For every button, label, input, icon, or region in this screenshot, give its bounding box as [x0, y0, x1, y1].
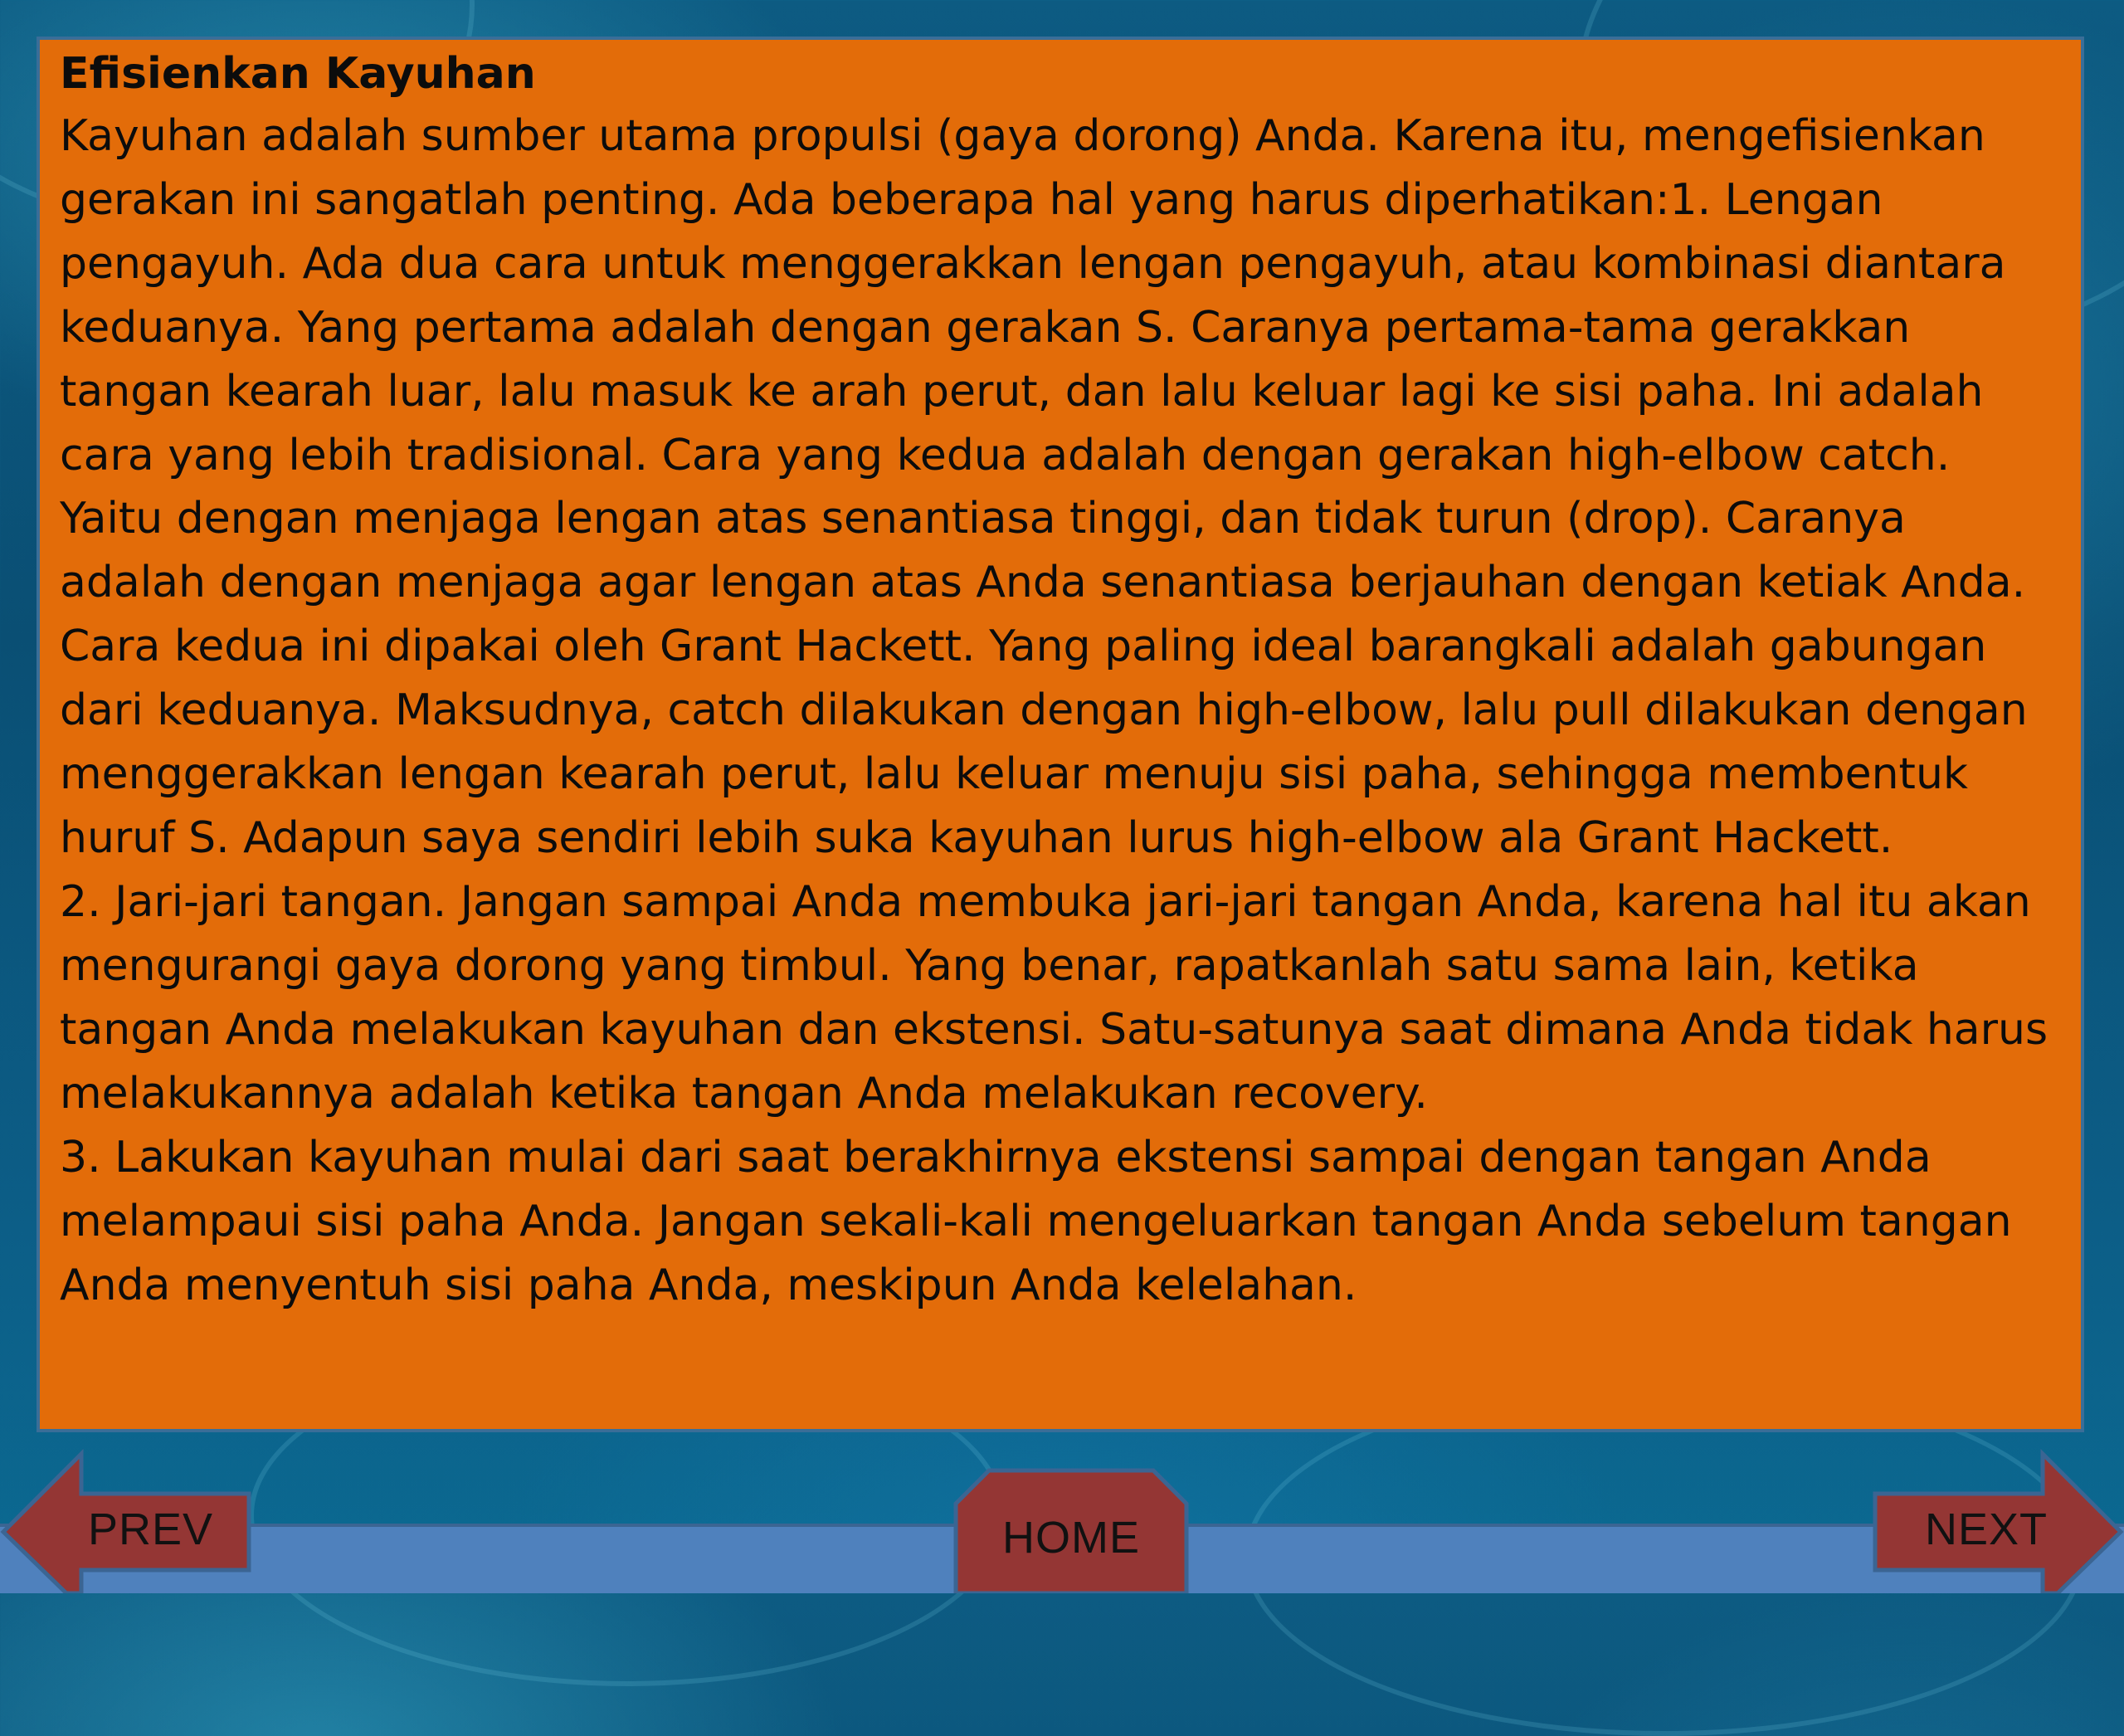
home-label: HOME [1002, 1513, 1140, 1563]
paragraph-stroke-timing: 3. Lakukan kayuhan mulai dari saat berakhirnya ekstensi sampai dengan tangan Anda melampaui sisi paha Anda. Jangan sekali-kali mengeluarkan tangan Anda sebelum tangan Anda menyentuh sisi paha Anda, meskipun Anda kelelahan. [60, 1133, 2012, 1310]
prev-button[interactable] [0, 1447, 257, 1593]
next-label: NEXT [1925, 1504, 2048, 1554]
next-button[interactable] [1867, 1447, 2124, 1593]
paragraph-stroke-arm: Kayuhan adalah sumber utama propulsi (gaya dorong) Anda. Karena itu, mengefisienkan gerakan ini sangatlah penting. Ada beberapa hal yang harus diperhatikan:1. Lengan pengayuh. Ada dua cara untuk menggerakkan lengan pengayuh, atau kombinasi diantara keduanya. Yang pertama adalah dengan gerakan S. Caranya pertama-tama gerakkan tangan kearah luar, lalu masuk ke arah perut, dan lalu keluar lagi ke sisi paha. Ini adalah cara yang lebih tradisional. Cara yang kedua adalah dengan gerakan high-elbow catch. Yaitu dengan menjaga lengan atas senantiasa tinggi, dan tidak turun (drop). Caranya adalah dengan menjaga agar lengan atas Anda senantiasa berjauhan dengan ketiak Anda. Cara kedua ini dipakai oleh Grant Hackett. Yang paling ideal barangkali adalah gabungan dari keduanya. Maksudnya, catch dilakukan dengan high-elbow, lalu pull dilakukan dengan menggerakkan lengan kearah perut, lalu keluar menuju sisi paha, sehingga membentuk huruf S. Adapun saya sendiri lebih suka kayuhan lurus high-elbow ala Grant Hackett. [60, 110, 2028, 864]
content-panel [37, 37, 2084, 1432]
slide-title: Efisienkan Kayuhan [60, 49, 536, 99]
paragraph-fingers: 2. Jari-jari tangan. Jangan sampai Anda membuka jari-jari tangan Anda, karena hal itu akan mengurangi gaya dorong yang timbul. Yang benar, rapatkanlah satu sama lain, ketika tangan Anda melakukan kayuhan dan ekstensi. Satu-satunya saat dimana Anda tidak harus melakukannya adalah ketika tangan Anda melakukan recovery. [60, 877, 2048, 1119]
prev-label: PREV [88, 1504, 214, 1554]
home-button[interactable] [952, 1467, 1190, 1593]
